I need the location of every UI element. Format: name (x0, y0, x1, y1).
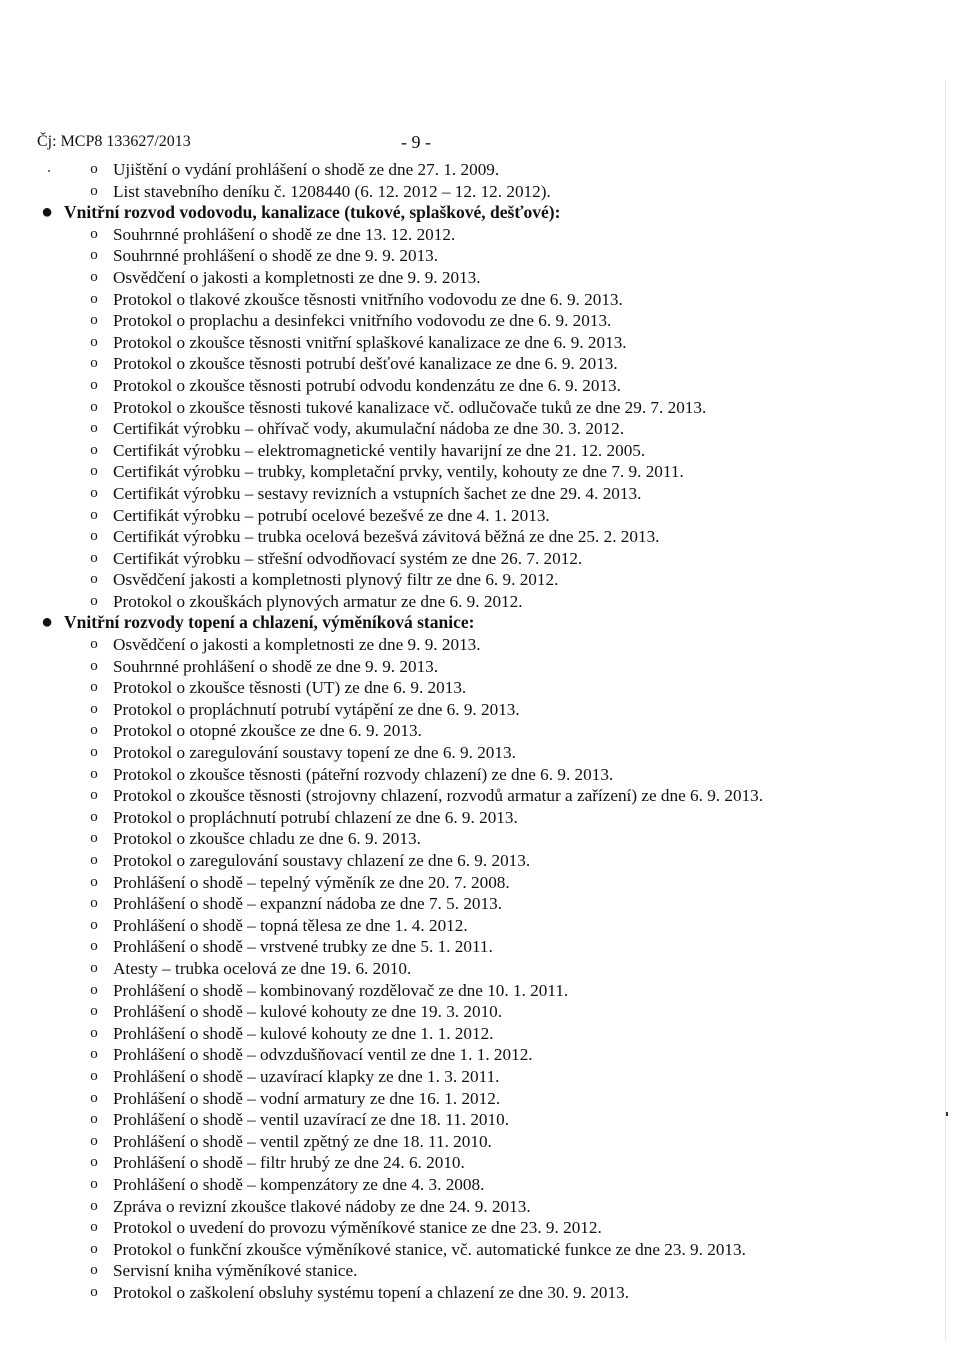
list-item (0, 807, 960, 829)
list-item (0, 1260, 960, 1282)
list-item-text: Protokol o funkční zkoušce výměníkové stanice, vč. automatické funkce ze dne 23. 9. 2013. (113, 1239, 746, 1259)
circle-bullet-icon: o (90, 1197, 98, 1214)
list-item-text: Souhrnné prohlášení o shodě ze dne 9. 9. 2013. (113, 246, 439, 266)
list-item (0, 656, 960, 678)
list-item-text: Prohlášení o shodě – filtr hrubý ze dne 24. 6. 2010. (113, 1153, 465, 1173)
circle-bullet-icon: o (90, 1262, 98, 1279)
list-item-text: Protokol o zaregulování soustavy topení ze dne 6. 9. 2013. (113, 743, 516, 763)
list-item (0, 224, 960, 246)
list-item-text: Certifikát výrobku – trubka ocelová bezešvá závitová běžná ze dne 25. 2. 2013. (113, 527, 660, 547)
list-item (0, 677, 960, 699)
list-item-text: Prohlášení o shodě – kulové kohouty ze dne 19. 3. 2010. (113, 1002, 503, 1022)
list-item (0, 353, 960, 375)
circle-bullet-icon: o (90, 1067, 98, 1084)
list-item-text: Protokol o uvedení do provozu výměníkové stanice ze dne 23. 9. 2012. (113, 1218, 602, 1238)
circle-bullet-icon: o (90, 636, 98, 653)
list-item (0, 375, 960, 397)
circle-bullet-icon: o (90, 484, 98, 501)
circle-bullet-icon: o (90, 571, 98, 588)
list-item-text: Certifikát výrobku – střešní odvodňovací systém ze dne 26. 7. 2012. (113, 548, 583, 568)
list-item (0, 742, 960, 764)
circle-bullet-icon: o (90, 830, 98, 847)
circle-bullet-icon: o (90, 268, 98, 285)
circle-bullet-icon: o (90, 679, 98, 696)
circle-bullet-icon: o (90, 657, 98, 674)
bullet-icon: ● (40, 201, 54, 224)
circle-bullet-icon: o (90, 225, 98, 242)
list-item (0, 1044, 960, 1066)
circle-bullet-icon: o (90, 528, 98, 545)
circle-bullet-icon: o (90, 1024, 98, 1041)
circle-bullet-icon: o (90, 161, 98, 177)
page-header (37, 131, 937, 153)
list-item-text: Protokol o otopné zkoušce ze dne 6. 9. 2013. (113, 721, 422, 741)
list-item-text: Osvědčení o jakosti a kompletnosti ze dne 9. 9. 2013. (113, 635, 481, 655)
list-item (0, 310, 960, 332)
circle-bullet-icon: o (90, 1240, 98, 1257)
list-item (0, 915, 960, 937)
list-item (0, 1131, 960, 1153)
list-item (0, 397, 960, 419)
circle-bullet-icon: o (90, 506, 98, 523)
circle-bullet-icon: o (90, 592, 98, 609)
circle-bullet-icon: o (90, 290, 98, 307)
list-item (0, 332, 960, 354)
circle-bullet-icon: o (90, 1111, 98, 1128)
list-item (0, 1196, 960, 1218)
list-item-text: Protokol o tlakové zkoušce těsnosti vnitřního vodovodu ze dne 6. 9. 2013. (113, 289, 623, 309)
list-item (0, 418, 960, 440)
list-item-text: Prohlášení o shodě – vodní armatury ze dne 16. 1. 2012. (113, 1088, 501, 1108)
list-item (0, 1217, 960, 1239)
list-item-text: Protokol o zaškolení obsluhy systému topení a chlazení ze dne 30. 9. 2013. (113, 1282, 630, 1302)
list-item-text: Prohlášení o shodě – kulové kohouty ze dne 1. 1. 2012. (113, 1023, 494, 1043)
circle-bullet-icon: o (90, 398, 98, 415)
circle-bullet-icon: o (90, 376, 98, 393)
circle-bullet-icon: o (90, 873, 98, 890)
list-item (0, 1239, 960, 1261)
list-item-text: Protokol o zkoušce těsnosti tukové kanalizace vč. odlučovače tuků ze dne 29. 7. 2013. (113, 397, 707, 417)
circle-bullet-icon: o (90, 420, 98, 437)
list-item (0, 483, 960, 505)
circle-bullet-icon: o (90, 1046, 98, 1063)
list-item (0, 785, 960, 807)
circle-bullet-icon: o (90, 700, 98, 717)
section-heading (0, 612, 960, 634)
list-item-text: Certifikát výrobku – potrubí ocelové bezešvé ze dne 4. 1. 2013. (113, 505, 550, 525)
list-item-text: List stavebního deníku č. 1208440 (6. 12. 2012 – 12. 12. 2012). (113, 181, 551, 201)
list-item-text: Protokol o zkoušce těsnosti (UT) ze dne 6. 9. 2013. (113, 678, 467, 698)
list-item-text: Vnitřní rozvody topení a chlazení, výměníková stanice: (64, 612, 475, 633)
circle-bullet-icon: o (90, 1283, 98, 1300)
circle-bullet-icon: o (90, 549, 98, 566)
list-item-text: Certifikát výrobku – ohřívač vody, akumulační nádoba ze dne 30. 3. 2012. (113, 419, 625, 439)
list-item-text: Protokol o zkoušce těsnosti (páteřní rozvody chlazení) ze dne 6. 9. 2013. (113, 764, 614, 784)
list-item (0, 181, 960, 203)
list-item-text: Atesty – trubka ocelová ze dne 19. 6. 2010. (113, 958, 412, 978)
circle-bullet-icon: o (90, 312, 98, 329)
circle-bullet-icon: o (90, 722, 98, 739)
list-item (0, 1088, 960, 1110)
circle-bullet-icon: o (90, 1089, 98, 1106)
list-item-text: Prohlášení o shodě – odvzdušňovací ventil ze dne 1. 1. 2012. (113, 1045, 533, 1065)
list-item (0, 289, 960, 311)
list-item-text: Prohlášení o shodě – vrstvené trubky ze dne 5. 1. 2011. (113, 937, 493, 957)
document-reference: Čj: MCP8 133627/2013 (37, 133, 191, 150)
list-item (0, 1001, 960, 1023)
list-item (0, 1282, 960, 1304)
circle-bullet-icon: o (90, 787, 98, 804)
circle-bullet-icon: o (90, 916, 98, 933)
circle-bullet-icon: o (90, 333, 98, 350)
circle-bullet-icon: o (90, 1132, 98, 1149)
list-item (0, 936, 960, 958)
list-item (0, 526, 960, 548)
list-item (0, 1023, 960, 1045)
list-item-text: Protokol o zkouškách plynových armatur ze dne 6. 9. 2012. (113, 591, 523, 611)
bullet-icon: ● (40, 611, 54, 634)
list-item-text: Osvědčení o jakosti a kompletnosti ze dne 9. 9. 2013. (113, 267, 481, 287)
page-number: - 9 - (401, 132, 431, 152)
list-item (0, 267, 960, 289)
list-item-text: Prohlášení o shodě – expanzní nádoba ze dne 7. 5. 2013. (113, 894, 503, 914)
circle-bullet-icon: o (90, 1175, 98, 1192)
list-item-text: Souhrnné prohlášení o shodě ze dne 13. 12. 2012. (113, 224, 456, 244)
list-item (0, 1152, 960, 1174)
list-item-text: Prohlášení o shodě – tepelný výměník ze dne 20. 7. 2008. (113, 872, 510, 892)
circle-bullet-icon: o (90, 355, 98, 372)
list-item (0, 159, 960, 181)
document-list (0, 159, 960, 1303)
list-item (0, 634, 960, 656)
list-item-text: Prohlášení o shodě – kompenzátory ze dne 4. 3. 2008. (113, 1174, 485, 1194)
list-item-text: Prohlášení o shodě – ventil zpětný ze dne 18. 11. 2010. (113, 1131, 492, 1151)
list-item-text: Protokol o zkoušce těsnosti potrubí dešťové kanalizace ze dne 6. 9. 2013. (113, 354, 618, 374)
list-item-text: Vnitřní rozvod vodovodu, kanalizace (tukové, splaškové, dešťové): (64, 202, 561, 223)
list-item-text: Souhrnné prohlášení o shodě ze dne 9. 9. 2013. (113, 656, 439, 676)
list-item (0, 1109, 960, 1131)
list-item (0, 505, 960, 527)
circle-bullet-icon: o (90, 808, 98, 825)
circle-bullet-icon: o (90, 463, 98, 480)
list-item (0, 958, 960, 980)
list-item-text: Prohlášení o shodě – ventil uzavírací ze dne 18. 11. 2010. (113, 1110, 510, 1130)
circle-bullet-icon: o (90, 895, 98, 912)
circle-bullet-icon: o (90, 981, 98, 998)
list-item-text: Ujištění o vydání prohlášení o shodě ze dne 27. 1. 2009. (113, 160, 500, 179)
list-item (0, 764, 960, 786)
list-item (0, 720, 960, 742)
circle-bullet-icon: o (90, 852, 98, 868)
list-item-text: Protokol o propláchnutí potrubí vytápění ze dne 6. 9. 2013. (113, 699, 520, 719)
list-item-text: Prohlášení o shodě – topná tělesa ze dne 1. 4. 2012. (113, 915, 468, 935)
list-item (0, 548, 960, 570)
list-item-text: Prohlášení o shodě – kombinovaný rozdělovač ze dne 10. 1. 2011. (113, 980, 569, 1000)
list-item (0, 893, 960, 915)
list-item (0, 1066, 960, 1088)
list-item-text: Protokol o zkoušce těsnosti (strojovny chlazení, rozvodů armatur a zařízení) ze dne 6. 9. 2013. (113, 786, 764, 806)
list-item-text: Certifikát výrobku – elektromagnetické ventily havarijní ze dne 21. 12. 2005. (113, 440, 646, 460)
section-heading (0, 202, 960, 224)
circle-bullet-icon: o (90, 441, 98, 458)
list-item (0, 569, 960, 591)
list-item-text: Protokol o zkoušce chladu ze dne 6. 9. 2013. (113, 829, 421, 849)
list-item-text: Protokol o zaregulování soustavy chlazení ze dne 6. 9. 2013. (113, 851, 531, 870)
list-item-text: Servisní kniha výměníkové stanice. (113, 1261, 358, 1281)
list-item-text: Certifikát výrobku – sestavy revizních a vstupních šachet ze dne 29. 4. 2013. (113, 483, 642, 503)
list-item (0, 591, 960, 613)
list-item (0, 461, 960, 483)
circle-bullet-icon: o (90, 959, 98, 976)
list-item (0, 245, 960, 267)
circle-bullet-icon: o (90, 744, 98, 761)
circle-bullet-icon: o (90, 1154, 98, 1171)
list-item (0, 980, 960, 1002)
list-item-text: Certifikát výrobku – trubky, kompletační prvky, ventily, kohouty ze dne 7. 9. 2011. (113, 462, 684, 482)
list-item-text: Protokol o zkoušce těsnosti vnitřní splaškové kanalizace ze dne 6. 9. 2013. (113, 332, 627, 352)
circle-bullet-icon: o (90, 247, 98, 264)
list-item (0, 828, 960, 850)
list-item-text: Protokol o proplachu a desinfekci vnitřního vodovodu ze dne 6. 9. 2013. (113, 311, 612, 331)
list-item (0, 699, 960, 721)
list-item (0, 850, 960, 872)
list-item-text: Protokol o propláchnutí potrubí chlazení ze dne 6. 9. 2013. (113, 807, 518, 827)
circle-bullet-icon: o (90, 1219, 98, 1236)
circle-bullet-icon: o (90, 1003, 98, 1020)
circle-bullet-icon: o (90, 182, 98, 199)
list-item (0, 872, 960, 894)
list-item (0, 1174, 960, 1196)
list-item (0, 440, 960, 462)
list-item-text: Protokol o zkoušce těsnosti potrubí odvodu kondenzátu ze dne 6. 9. 2013. (113, 375, 621, 395)
circle-bullet-icon: o (90, 765, 98, 782)
list-item-text: Prohlášení o shodě – uzavírací klapky ze dne 1. 3. 2011. (113, 1066, 500, 1086)
list-item-text: Zpráva o revizní zkoušce tlakové nádoby ze dne 24. 9. 2013. (113, 1196, 531, 1216)
circle-bullet-icon: o (90, 938, 98, 955)
list-item-text: Osvědčení jakosti a kompletnosti plynový filtr ze dne 6. 9. 2012. (113, 570, 559, 590)
